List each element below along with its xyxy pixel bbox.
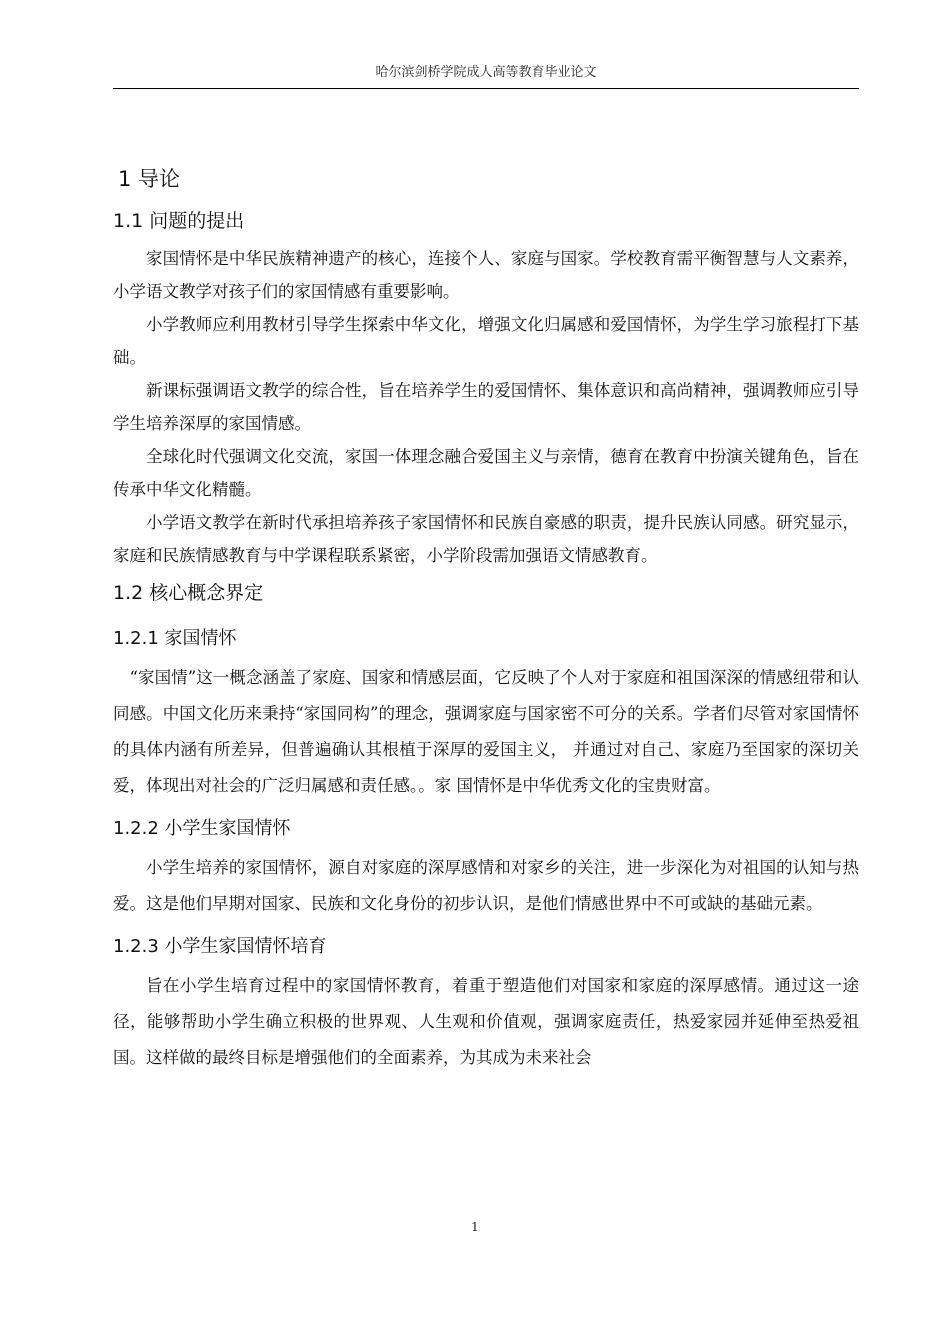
- subsection-heading-1-2-2: 1.2.2 小学生家国情怀: [113, 818, 291, 839]
- paragraph-1-1-2: 小学教师应利用教材引导学生探索中华文化，增强文化归属感和爱国情怀，为学生学习旅程打下基础。: [113, 315, 859, 367]
- chapter-heading: 1 导论: [118, 167, 181, 191]
- paragraph-1-1-4: 全球化时代强调文化交流，家国一体理念融合爱国主义与亲情，德育在教育中扮演关键角色，旨在传承中华文化精髓。: [113, 447, 859, 499]
- section-heading-1-2: 1.2 核心概念界定: [113, 582, 264, 604]
- page-header: 哈尔滨剑桥学院成人高等教育毕业论文: [113, 58, 859, 89]
- section-heading-1-1: 1.1 问题的提出: [113, 210, 245, 232]
- subsection-heading-1-2-3: 1.2.3 小学生家国情怀培育: [113, 936, 327, 957]
- paragraph-1-1-3: 新课标强调语文教学的综合性，旨在培养学生的爱国情怀、集体意识和高尚精神，强调教师应引导学生培养深厚的家国情感。: [113, 381, 859, 433]
- document-body: [113, 158, 859, 1076]
- subsection-heading-1-2-1: 1.2.1 家国情怀: [113, 628, 237, 649]
- page-number: 1: [471, 1220, 479, 1234]
- paragraph-1-1-5: 小学语文教学在新时代承担培养孩子家国情怀和民族自豪感的职责，提升民族认同感。研究显示，家庭和民族情感教育与中学课程联系紧密，小学阶段需加强语文情感教育。: [113, 513, 859, 565]
- paragraph-1-2-2: 小学生培养的家国情怀，源自对家庭的深厚感情和对家乡的关注，进一步深化为对祖国的认知与热爱。这是他们早期对国家、民族和文化身份的初步认识，是他们情感世界中不可或缺的基础元素。: [113, 858, 859, 913]
- paragraph-1-2-1: “家国情”这一概念涵盖了家庭、国家和情感层面，它反映了个人对于家庭和祖国深深的情感纽带和认同感。中国文化历来秉持“家国同构”的理念，强调家庭与国家密不可分的关系。学者们尽管对家国情怀的具体内涵有所差异，但普遍确认其根植于深厚的爱国主义， 并通过对自己、家庭乃至国家的深切关爱，体现出对社会的广泛归属感和责任感。。家 国情怀是中华优秀文化的宝贵财富。: [113, 668, 859, 795]
- paragraph-1-1-1: 家国情怀是中华民族精神遗产的核心，连接个人、家庭与国家。学校教育需平衡智慧与人文素养，小学语文教学对孩子们的家国情感有重要影响。: [113, 249, 859, 301]
- paragraph-1-2-3: 旨在小学生培育过程中的家国情怀教育，着重于塑造他们对国家和家庭的深厚感情。通过这一途径，能够帮助小学生确立积极的世界观、人生观和价值观，强调家庭责任，热爱家园并延伸至热爱祖国。这样做的最终目标是增强他们的全面素养，为其成为未来社会: [113, 976, 859, 1067]
